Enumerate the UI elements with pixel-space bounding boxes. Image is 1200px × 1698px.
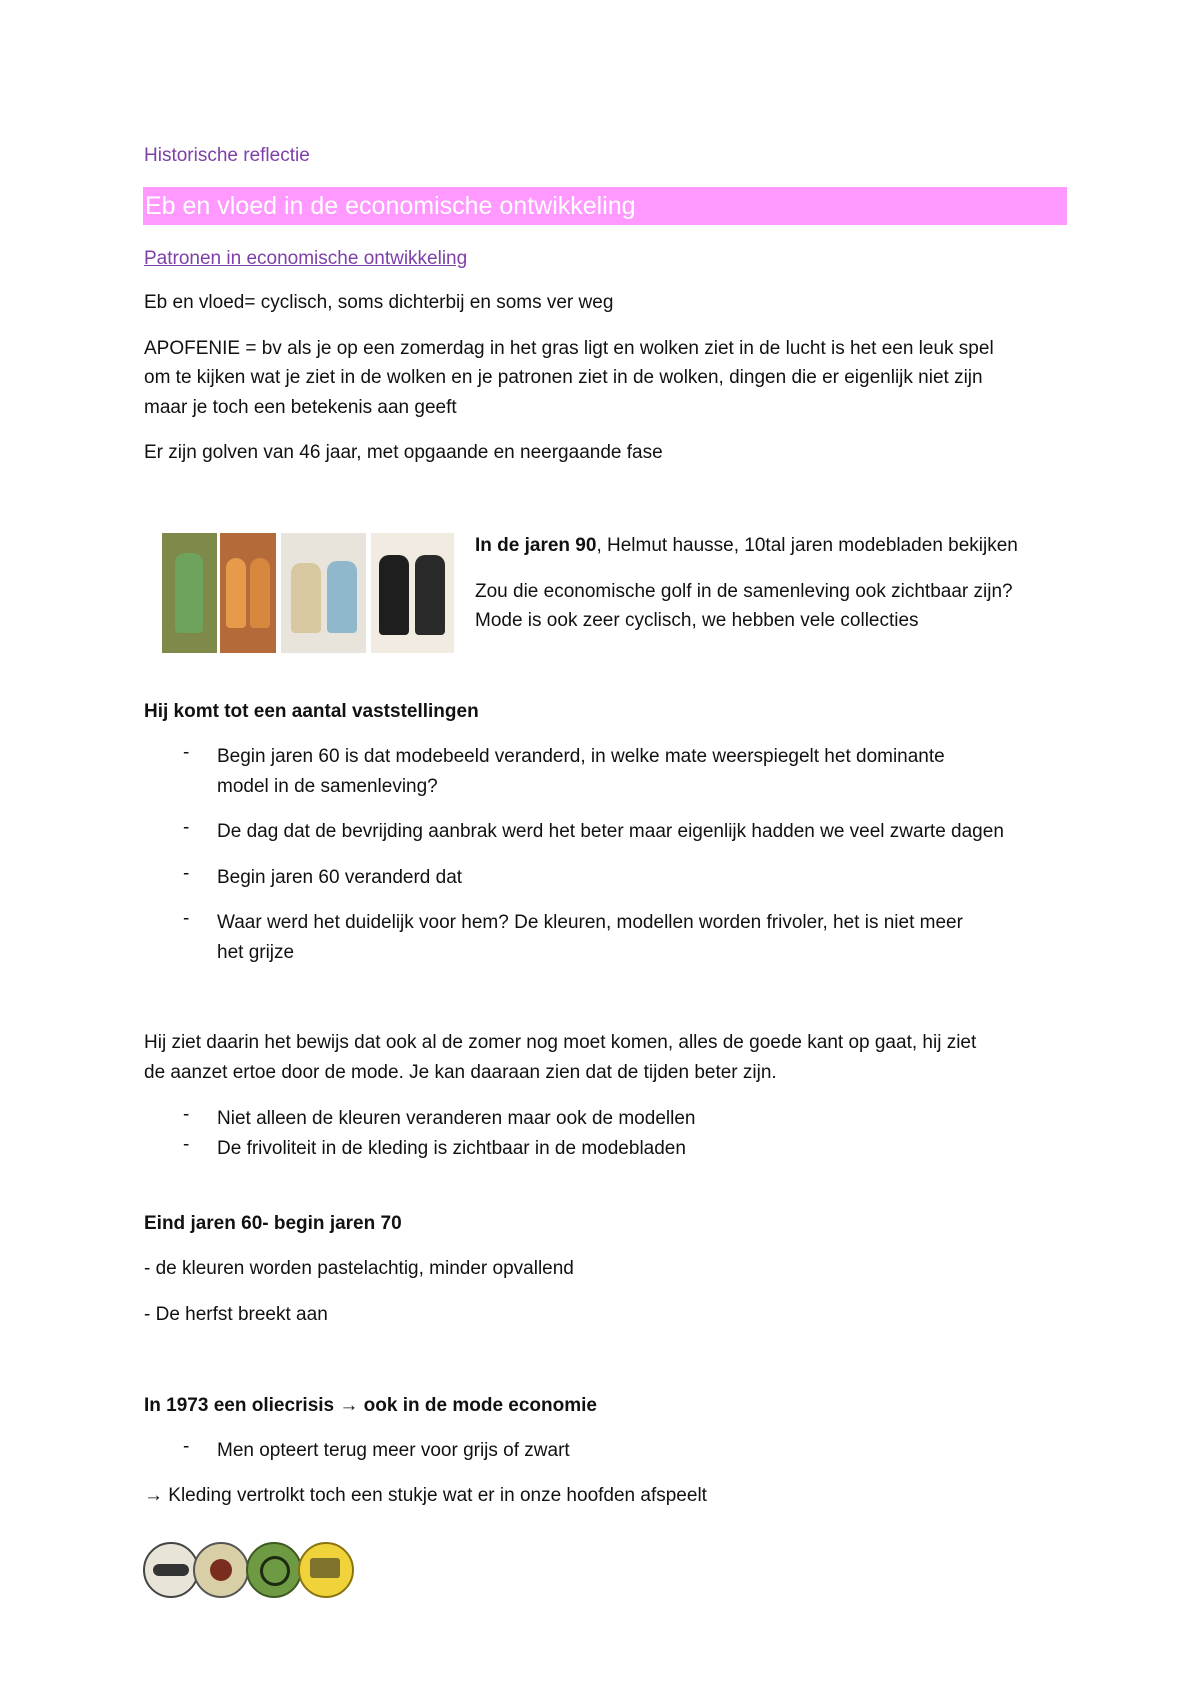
bullet-dash: - — [183, 1104, 190, 1125]
bullet-dash: - — [183, 742, 190, 763]
paragraph-line: APOFENIE = bv als je op een zomerdag in het gras ligt en wolken ziet in de lucht is het een leuk spel — [144, 338, 994, 359]
findings-heading: Hij komt tot een aantal vaststellingen — [144, 701, 479, 722]
fashion-intro-bold: In de jaren 90 — [475, 535, 597, 556]
paragraph-line: - de kleuren worden pastelachtig, minder opvallend — [144, 1258, 574, 1279]
fashion-question-line: Mode is ook zeer cyclisch, we hebben vele collecties — [475, 610, 919, 631]
badge-peace-sign-icon — [246, 1542, 302, 1598]
bullet-line: Men opteert terug meer voor grijs of zwart — [217, 1440, 570, 1461]
late60s-heading: Eind jaren 60- begin jaren 70 — [144, 1213, 402, 1234]
oil-heading — [144, 1391, 597, 1421]
paragraph-line: Hij ziet daarin het bewijs dat ook al de zomer nog moet komen, alles de goede kant op gaat, hij ziet — [144, 1032, 977, 1053]
bullet-line: het grijze — [217, 942, 295, 963]
bullet-dash: - — [183, 817, 190, 838]
bullet-dash: - — [183, 863, 190, 884]
paragraph: Eb en vloed= cyclisch, soms dichterbij en soms ver weg — [144, 292, 614, 313]
oil-heading-b: ook in de mode economie — [358, 1395, 597, 1416]
bullet-line: Begin jaren 60 veranderd dat — [217, 867, 463, 888]
paragraph-line: om te kijken wat je ziet in de wolken en je patronen ziet in de wolken, dingen die er eigenlijk niet zijn — [144, 367, 983, 388]
fashion-photo — [162, 533, 217, 653]
bullet-dash: - — [183, 1436, 190, 1457]
badge-peace-icon — [193, 1542, 249, 1598]
paragraph-line: de aanzet ertoe door de mode. Je kan daaraan zien dat de tijden beter zijn. — [144, 1062, 777, 1083]
badge-yellow-icon — [298, 1542, 354, 1598]
bullet-line: Begin jaren 60 is dat modebeeld veranderd, in welke mate weerspiegelt het dominante — [217, 746, 945, 767]
section-label: Historische reflectie — [144, 145, 310, 166]
bullet-dash: - — [183, 1134, 190, 1155]
bullet-line: Niet alleen de kleuren veranderen maar ook de modellen — [217, 1108, 696, 1129]
arrow-icon: → — [339, 1395, 359, 1416]
fashion-photo — [220, 533, 276, 653]
paragraph-line: - De herfst breekt aan — [144, 1304, 328, 1325]
arrow-icon: → — [144, 1485, 163, 1506]
fashion-question-line: Zou die economische golf in de samenleving ook zichtbaar zijn? — [475, 581, 1013, 602]
page-title: Eb en vloed in de economische ontwikkeling — [143, 187, 1067, 225]
paragraph: Er zijn golven van 46 jaar, met opgaande en neergaande fase — [144, 442, 663, 463]
closing-text: Kleding vertrolkt toch een stukje wat er in onze hoofden afspeelt — [163, 1485, 707, 1506]
fashion-photo — [281, 533, 366, 653]
bullet-line: model in de samenleving? — [217, 776, 438, 797]
badge-united-icon — [143, 1542, 199, 1598]
fashion-photo — [371, 533, 454, 653]
fashion-intro — [475, 531, 1018, 561]
oil-heading-a: In 1973 een oliecrisis — [144, 1395, 340, 1416]
bullet-line: De dag dat de bevrijding aanbrak werd het beter maar eigenlijk hadden we veel zwarte dagen — [217, 821, 1004, 842]
fashion-intro-rest: , Helmut hausse, 10tal jaren modebladen bekijken — [596, 535, 1018, 556]
paragraph-line: maar je toch een betekenis aan geeft — [144, 397, 457, 418]
subtitle-link[interactable]: Patronen in economische ontwikkeling — [144, 248, 468, 269]
bullet-line: Waar werd het duidelijk voor hem? De kleuren, modellen worden frivoler, het is niet meer — [217, 912, 963, 933]
closing-line — [144, 1481, 707, 1511]
bullet-line: De frivoliteit in de kleding is zichtbaar in de modebladen — [217, 1138, 686, 1159]
bullet-dash: - — [183, 908, 190, 929]
